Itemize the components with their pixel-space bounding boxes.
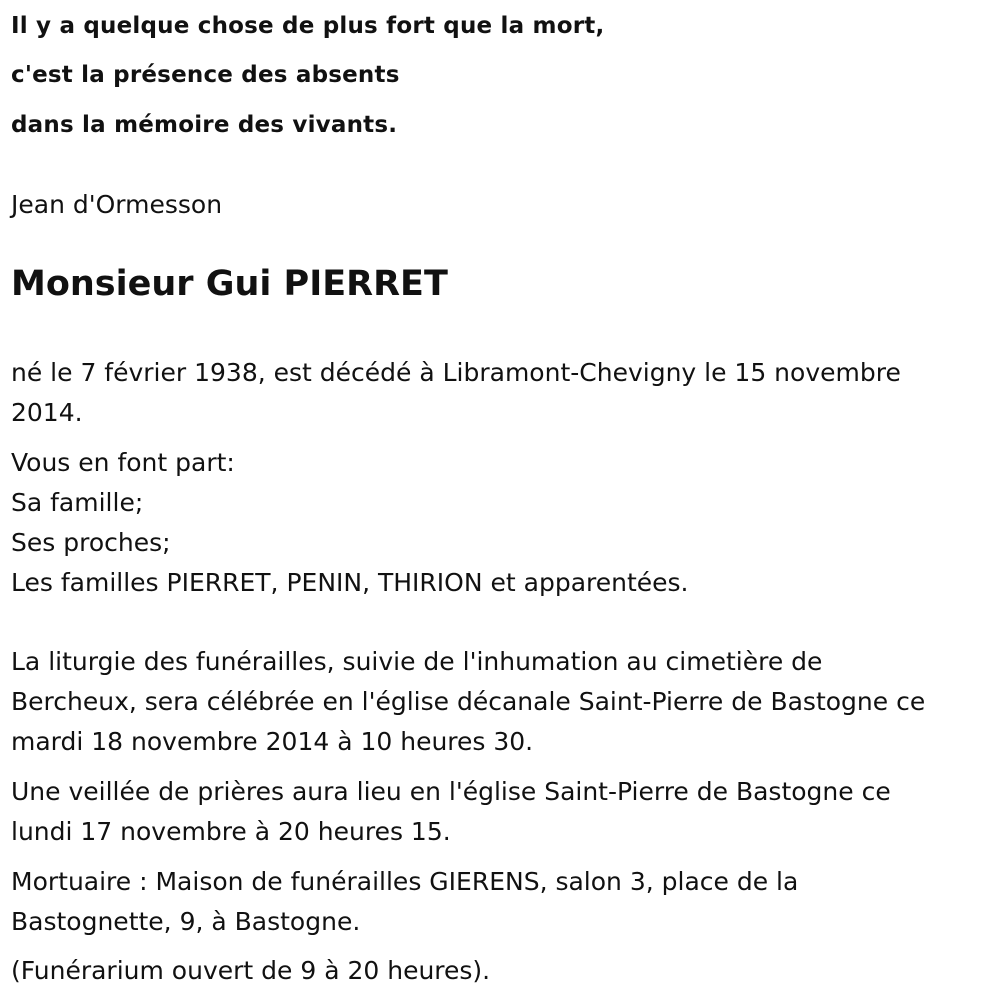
birth-death-paragraph — [11, 353, 991, 433]
deceased-name: Monsieur Gui PIERRET — [11, 264, 448, 304]
notify-paragraph — [11, 443, 991, 603]
quote-line-1: Il y a quelque chose de plus fort que la mort, — [11, 13, 605, 39]
mortuary-line: Mortuaire : Maison de funérailles GIERENS, salon 3, place de la — [11, 867, 799, 896]
notify-line: Vous en font part: — [11, 448, 235, 477]
quote-author: Jean d'Ormesson — [11, 190, 223, 219]
birth-death-line: né le 7 février 1938, est décédé à Libramont-Chevigny le 15 novembre — [11, 358, 901, 387]
funerarium-hours: (Funérarium ouvert de 9 à 20 heures). — [11, 956, 491, 985]
vigil-paragraph — [11, 772, 991, 852]
notify-line: Sa famille; — [11, 488, 144, 517]
birth-death-line: 2014. — [11, 398, 83, 427]
liturgy-paragraph — [11, 642, 991, 762]
mortuary-paragraph — [11, 862, 991, 942]
vigil-line: Une veillée de prières aura lieu en l'église Saint-Pierre de Bastogne ce — [11, 777, 891, 806]
notify-line: Ses proches; — [11, 528, 171, 557]
mortuary-line: Bastognette, 9, à Bastogne. — [11, 907, 361, 936]
liturgy-line: La liturgie des funérailles, suivie de l'inhumation au cimetière de — [11, 647, 823, 676]
vigil-line: lundi 17 novembre à 20 heures 15. — [11, 817, 451, 846]
notify-line: Les familles PIERRET, PENIN, THIRION et apparentées. — [11, 568, 689, 597]
hours-paragraph — [11, 951, 991, 991]
quote-line-2: c'est la présence des absents — [11, 62, 400, 88]
quote-line-3: dans la mémoire des vivants. — [11, 112, 398, 138]
liturgy-line: Bercheux, sera célébrée en l'église décanale Saint-Pierre de Bastogne ce — [11, 687, 926, 716]
liturgy-line: mardi 18 novembre 2014 à 10 heures 30. — [11, 727, 534, 756]
